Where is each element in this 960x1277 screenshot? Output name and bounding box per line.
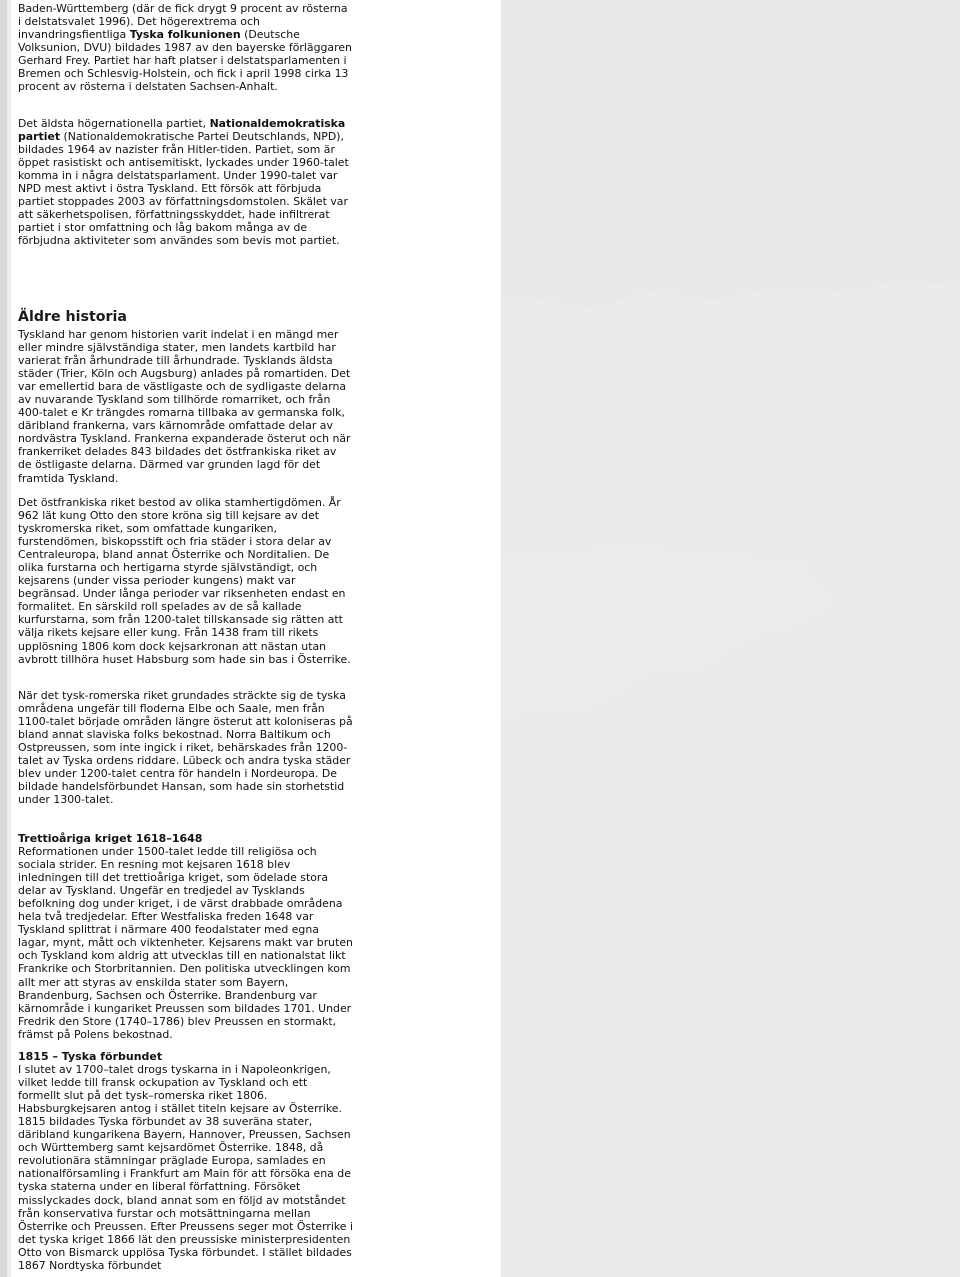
section-title: Äldre historia bbox=[18, 309, 127, 325]
aldre-paragraph-2: Det östfrankiska riket bestod av olika stamhertigdömen. År 962 lät kung Otto den store kröna sig till kejsare av det tyskromerska riket, som omfattade kungariken, furstendömen, biskopsstift och fria städer i stora delar av Centraleuropa, bland annat Österrike och Norditalien. De olika furstarna och hertigarna styrde självständigt, och kejsarens (under vissa perioder kungens) makt var begränsad. Under långa perioder var riksenheten endast en formalitet. En särskild roll spelades av de så kallade kurfurstarna, som från 1200-talet tillskansade sig rätten att välja rikets kejsare eller kung. Från 1438 fram till rikets upplösning 1806 kom dock kejsarkronan att nästan utan avbrott tillhöra huset Habsburg som hade sin bas i Österrike. bbox=[18, 496, 351, 666]
npd-party-name: Nationaldemokratiska partiet bbox=[18, 117, 346, 144]
npd-paragraph-text-1: Det äldsta högernationella partiet, bbox=[18, 117, 210, 130]
trettioariga-kriget-text: Reformationen under 1500-talet ledde till religiösa och sociala strider. En resning mot kejsaren 1618 blev inledningen till det trettioåriga kriget, som ödelade stora delar av Tyskland. Ungefär en tredjedel av Tysklands befolkning dog under kriget, i de värst drabbade områdena hela två tredjedelar. Efter Westfaliska freden 1648 var Tyskland splittrat i närmare 400 feodalstater med egna lagar, mynt, mått och viktenheter. Kejsarens makt var bruten och Tyskland kom aldrig att utvecklas till en nationalstat likt Frankrike och Storbritannien. Den politiska utvecklingen kom allt mer att styras av enskilda stater som Bayern, Brandenburg, Sachsen och Österrike. Brandenburg var kärnområde i kungariket Preussen som bildades 1701. Under Fredrik den Store (1740–1786) blev Preussen en stormakt, främst på Polens bekostnad. bbox=[18, 845, 353, 1041]
top-paragraph bbox=[18, 2, 353, 93]
faded-map-icon bbox=[501, 0, 960, 1277]
trettioariga-kriget-heading: Trettioåriga kriget 1618–1648 bbox=[18, 832, 203, 845]
left-border-stripe bbox=[0, 0, 7, 1277]
side-panel-map-background bbox=[501, 0, 960, 1277]
top-paragraph-text-1: Baden-Württemberg (där de fick drygt 9 procent av rösterna i delstatsvalet 1996). Det högerextrema och invandringsfientliga bbox=[18, 2, 348, 42]
aldre-paragraph-1: Tyskland har genom historien varit indelat i en mängd mer eller mindre självständiga stater, men landets kartbild har varierat från århundrade till århundrade. Tysklands äldsta städer (Trier, Köln och Augsburg) anlades på romartiden. Det var emellertid bara de västligaste och de sydligaste delarna av nuvarande Tyskland som tillhörde romarriket, och från 400-talet e Kr trängdes romarna tillbaka av germanska folk, däribland frankerna, vars kärnområde omfattade delar av nordvästra Tyskland. Frankerna expanderade österut och när frankerriket delades 843 bildades det östfrankiska riket av de östligaste delarna. Därmed var grunden lagd för det framtida Tyskland. bbox=[18, 328, 351, 485]
tyska-forbundet-section bbox=[18, 1050, 353, 1272]
dvu-party-name: Tyska folkunionen bbox=[129, 28, 241, 42]
trettioariga-kriget-section bbox=[18, 832, 353, 1041]
npd-paragraph bbox=[18, 117, 353, 247]
npd-paragraph-text-2: (Nationaldemokratische Partei Deutschlands, NPD), bildades 1964 av nazister från Hitler-tiden. Partiet, som är öppet rasistiskt och antisemitiskt, lyckades under 1960-talet komma in i några delstatsparlament. Under 1990-talet var NPD mest aktivt i östra Tyskland. Ett försök att förbjuda partiet stoppades 2003 av författningsdomstolen. Skälet var att säkerhetspolisen, författningsskyddet, hade infiltrerat partiet i stor omfattning och låg bakom många av de förbjudna aktiviteter som användes som bevis mot partiet. bbox=[18, 130, 349, 248]
tyska-forbundet-text: I slutet av 1700–talet drogs tyskarna in i Napoleonkrigen, vilket ledde till fransk ockupation av Tyskland och ett formellt slut på det tysk–romerska riket 1806. Habsburgkejsaren antog i stället titeln kejsare av Österrike. 1815 bildades Tyska förbundet av 38 suveräna stater, däribland kungarikena Bayern, Hannover, Preussen, Sachsen och Württemberg samt kejsardömet Österrike. 1848, då revolutionära stämningar präglade Europa, samlades en nationalförsamling i Frankfurt am Main för att försöka ena de tyska staterna under en liberal författning. Försöket misslyckades dock, bland annat som en följd av motståndet från konservativa furstar och motsättningarna mellan Österrike och Preussen. Efter Preussens seger mot Österrike i det tyska kriget 1866 lät den preussiske ministerpresidenten Otto von Bismarck upplösa Tyska förbundet. I stället bildades 1867 Nordtyska förbundet bbox=[18, 1063, 353, 1272]
top-paragraph-text-2: (Deutsche Volksunion, DVU) bildades 1987 av den bayerske förläggaren Gerhard Frey. Partiet har haft platser i delstatsparlamenten i Bremen och Schlesvig-Holstein, och fick i april 1998 cirka 13 procent av rösterna i delstaten Sachsen-Anhalt. bbox=[18, 28, 352, 94]
tyska-forbundet-heading: 1815 – Tyska förbundet bbox=[18, 1050, 163, 1063]
left-border-stripe-inner bbox=[7, 0, 11, 1277]
aldre-paragraph-3: När det tysk-romerska riket grundades sträckte sig de tyska områdena ungefär till floderna Elbe och Saale, men från 1100-talet började områden längre österut att koloniseras på bland annat slaviska folks bekostnad. Norra Baltikum och Ostpreussen, som inte ingick i riket, behärskades från 1200-talet av Tyska ordens riddare. Lübeck och andra tyska städer blev under 1200-talet centra för handeln i Nordeuropa. De bildade handelsförbundet Hansan, som hade sin storhetstid under 1300-talet. bbox=[18, 689, 353, 807]
